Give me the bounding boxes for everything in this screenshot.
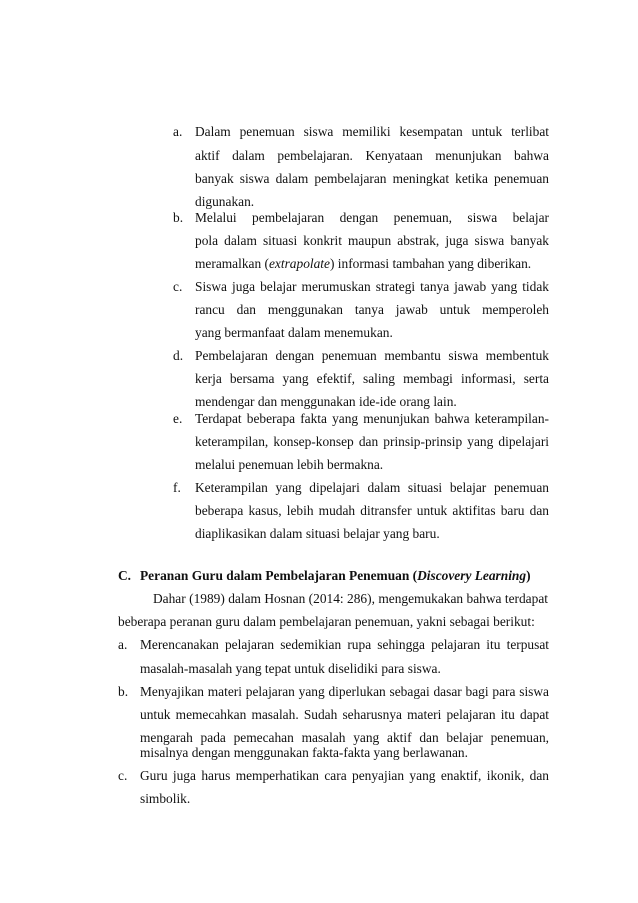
list-item-a-line-4: digunakan. bbox=[195, 194, 255, 209]
list-item-e-line-2: keterampilan, konsep-konsep dan prinsip-prinsip yang dipelajari bbox=[195, 434, 549, 449]
list-marker: c. bbox=[118, 768, 128, 783]
list-marker: b. bbox=[173, 210, 184, 225]
section-heading bbox=[140, 568, 531, 584]
extrapolate-term: extrapolate bbox=[268, 256, 330, 271]
list-item-a-line-2: aktif dalam pembelajaran. Kenyataan menunjukan bahwa bbox=[195, 148, 549, 163]
list-item-f-line-2: beberapa kasus, lebih mudah ditransfer untuk aktifitas baru dan bbox=[195, 503, 549, 518]
list-item-b-line-2: pola dalam situasi konkrit maupun abstrak, juga siswa banyak bbox=[195, 233, 549, 248]
list-item-d-line-2: kerja bersama yang efektif, saling membagi informasi, serta bbox=[195, 371, 549, 386]
role-item-b-line-3: mengarah pada pemecahan masalah yang aktif dan belajar penemuan, bbox=[140, 730, 549, 745]
intro-line-2: beberapa peranan guru dalam pembelajaran penemuan, yakni sebagai berikut: bbox=[118, 614, 535, 629]
role-item-a-line-2: masalah-masalah yang tepat untuk diselidiki para siswa. bbox=[140, 661, 441, 676]
list-item-c-line-3: yang bermanfaat dalam menemukan. bbox=[195, 325, 393, 340]
list-marker: c. bbox=[173, 279, 183, 294]
role-item-b-line-2: untuk memecahkan masalah. Sudah seharusnya materi pelajaran itu dapat bbox=[140, 707, 549, 722]
list-item-b-line-1: Melalui pembelajaran dengan penemuan, siswa belajar bbox=[195, 210, 549, 225]
list-item-f-line-1: Keterampilan yang dipelajari dalam situasi belajar penemuan bbox=[195, 480, 549, 495]
list-item-b-line-3-post: ) informasi tambahan yang diberikan. bbox=[329, 256, 532, 271]
list-marker: b. bbox=[118, 684, 129, 699]
list-marker: a. bbox=[118, 637, 128, 652]
list-marker: e. bbox=[173, 411, 183, 426]
list-item-b-line-3 bbox=[195, 256, 531, 272]
list-marker: a. bbox=[173, 124, 183, 139]
intro-line-1: Dahar (1989) dalam Hosnan (2014: 286), mengemukakan bahwa terdapat bbox=[153, 591, 548, 606]
list-item-e-line-1: Terdapat beberapa fakta yang menunjukan bahwa keterampilan- bbox=[195, 411, 549, 426]
role-item-c-line-1: Guru juga harus memperhatikan cara penyajian yang enaktif, ikonik, dan bbox=[140, 768, 549, 783]
role-item-c-line-2: simbolik. bbox=[140, 791, 191, 806]
list-item-d-line-3: mendengar dan menggunakan ide-ide orang lain. bbox=[195, 394, 457, 409]
section-number: C. bbox=[118, 568, 132, 583]
section-heading-post: ) bbox=[526, 568, 531, 583]
role-item-b-line-4: misalnya dengan menggunakan fakta-fakta yang berlawanan. bbox=[140, 745, 468, 760]
list-item-a-line-1: Dalam penemuan siswa memiliki kesempatan untuk terlibat bbox=[195, 124, 549, 139]
list-item-c-line-1: Siswa juga belajar merumuskan strategi tanya jawab yang tidak bbox=[195, 279, 549, 294]
section-heading-em: Discovery Learning bbox=[417, 568, 527, 583]
list-marker: f. bbox=[173, 480, 181, 495]
list-item-a-line-3: banyak siswa dalam pembelajaran meningkat ketika penemuan bbox=[195, 171, 549, 186]
list-item-c-line-2: rancu dan menggunakan tanya jawab untuk memperoleh bbox=[195, 302, 549, 317]
section-heading-pre: Peranan Guru dalam Pembelajaran Penemuan ( bbox=[140, 568, 418, 583]
list-item-d-line-1: Pembelajaran dengan penemuan membantu siswa membentuk bbox=[195, 348, 549, 363]
list-item-e-line-3: melalui penemuan lebih bermakna. bbox=[195, 457, 384, 472]
list-item-f-line-3: diaplikasikan dalam situasi belajar yang baru. bbox=[195, 526, 440, 541]
role-item-b-line-1: Menyajikan materi pelajaran yang diperlukan sebagai dasar bagi para siswa bbox=[140, 684, 549, 699]
role-item-a-line-1: Merencanakan pelajaran sedemikian rupa sehingga pelajaran itu terpusat bbox=[140, 637, 549, 652]
list-marker: d. bbox=[173, 348, 184, 363]
list-item-b-line-3-pre: meramalkan ( bbox=[195, 256, 269, 271]
